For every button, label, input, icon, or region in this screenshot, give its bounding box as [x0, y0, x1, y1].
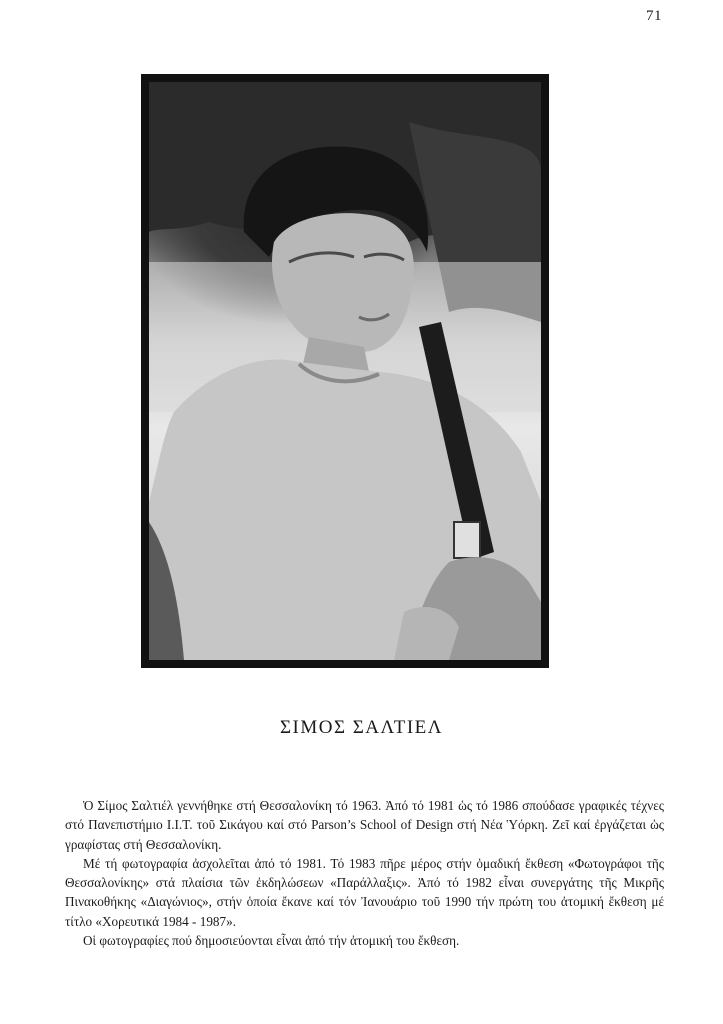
biography-text: [65, 796, 664, 950]
paragraph: Ὁ Σίμος Σαλτιέλ γεννήθηκε στή Θεσσαλονίκη τό 1963. Ἀπό τό 1981 ὡς τό 1986 σπούδασε γραφικές τέχνες στό Πανεπιστήμιο I.I.T. τοῦ Σικάγου καί στό Parson’s School of Design στή Νέα Ὑόρκη. Ζεῖ καί ἐργάζεται ὡς γραφίστας στή Θεσσαλονίκη.: [65, 798, 664, 852]
portrait-illustration: [149, 82, 541, 660]
paragraph: Οἱ φωτογραφίες πού δημοσιεύονται εἶναι ἀπό τήν ἀτομική του ἔκθεση.: [83, 933, 460, 949]
portrait-photo: [141, 74, 549, 668]
article-title: ΣΙΜΟΣ ΣΑΛΤΙΕΛ: [279, 717, 444, 738]
page-number: 71: [646, 8, 662, 24]
photo-image: [149, 82, 541, 660]
paragraph: Μέ τή φωτογραφία ἀσχολεῖται ἀπό τό 1981. Τό 1983 πῆρε μέρος στήν ὁμαδική ἔκθεση «Φωτογράφοι τῆς Θεσσαλονίκης» στά πλαίσια τῶν ἐκδηλώσεων «Παράλλαξις». Ἀπό τό 1982 εἶναι συνεργάτης τῆς Μικρῆς Πινακοθήκης «Διαγώνιος», στήν ὁποία ἔκανε καί τόν Ἰανουάριο τοῦ 1990 τήν πρώτη του ἀτομική ἔκθεση μέ τίτλο «Χορευτικά 1984 - 1987».: [65, 855, 664, 929]
